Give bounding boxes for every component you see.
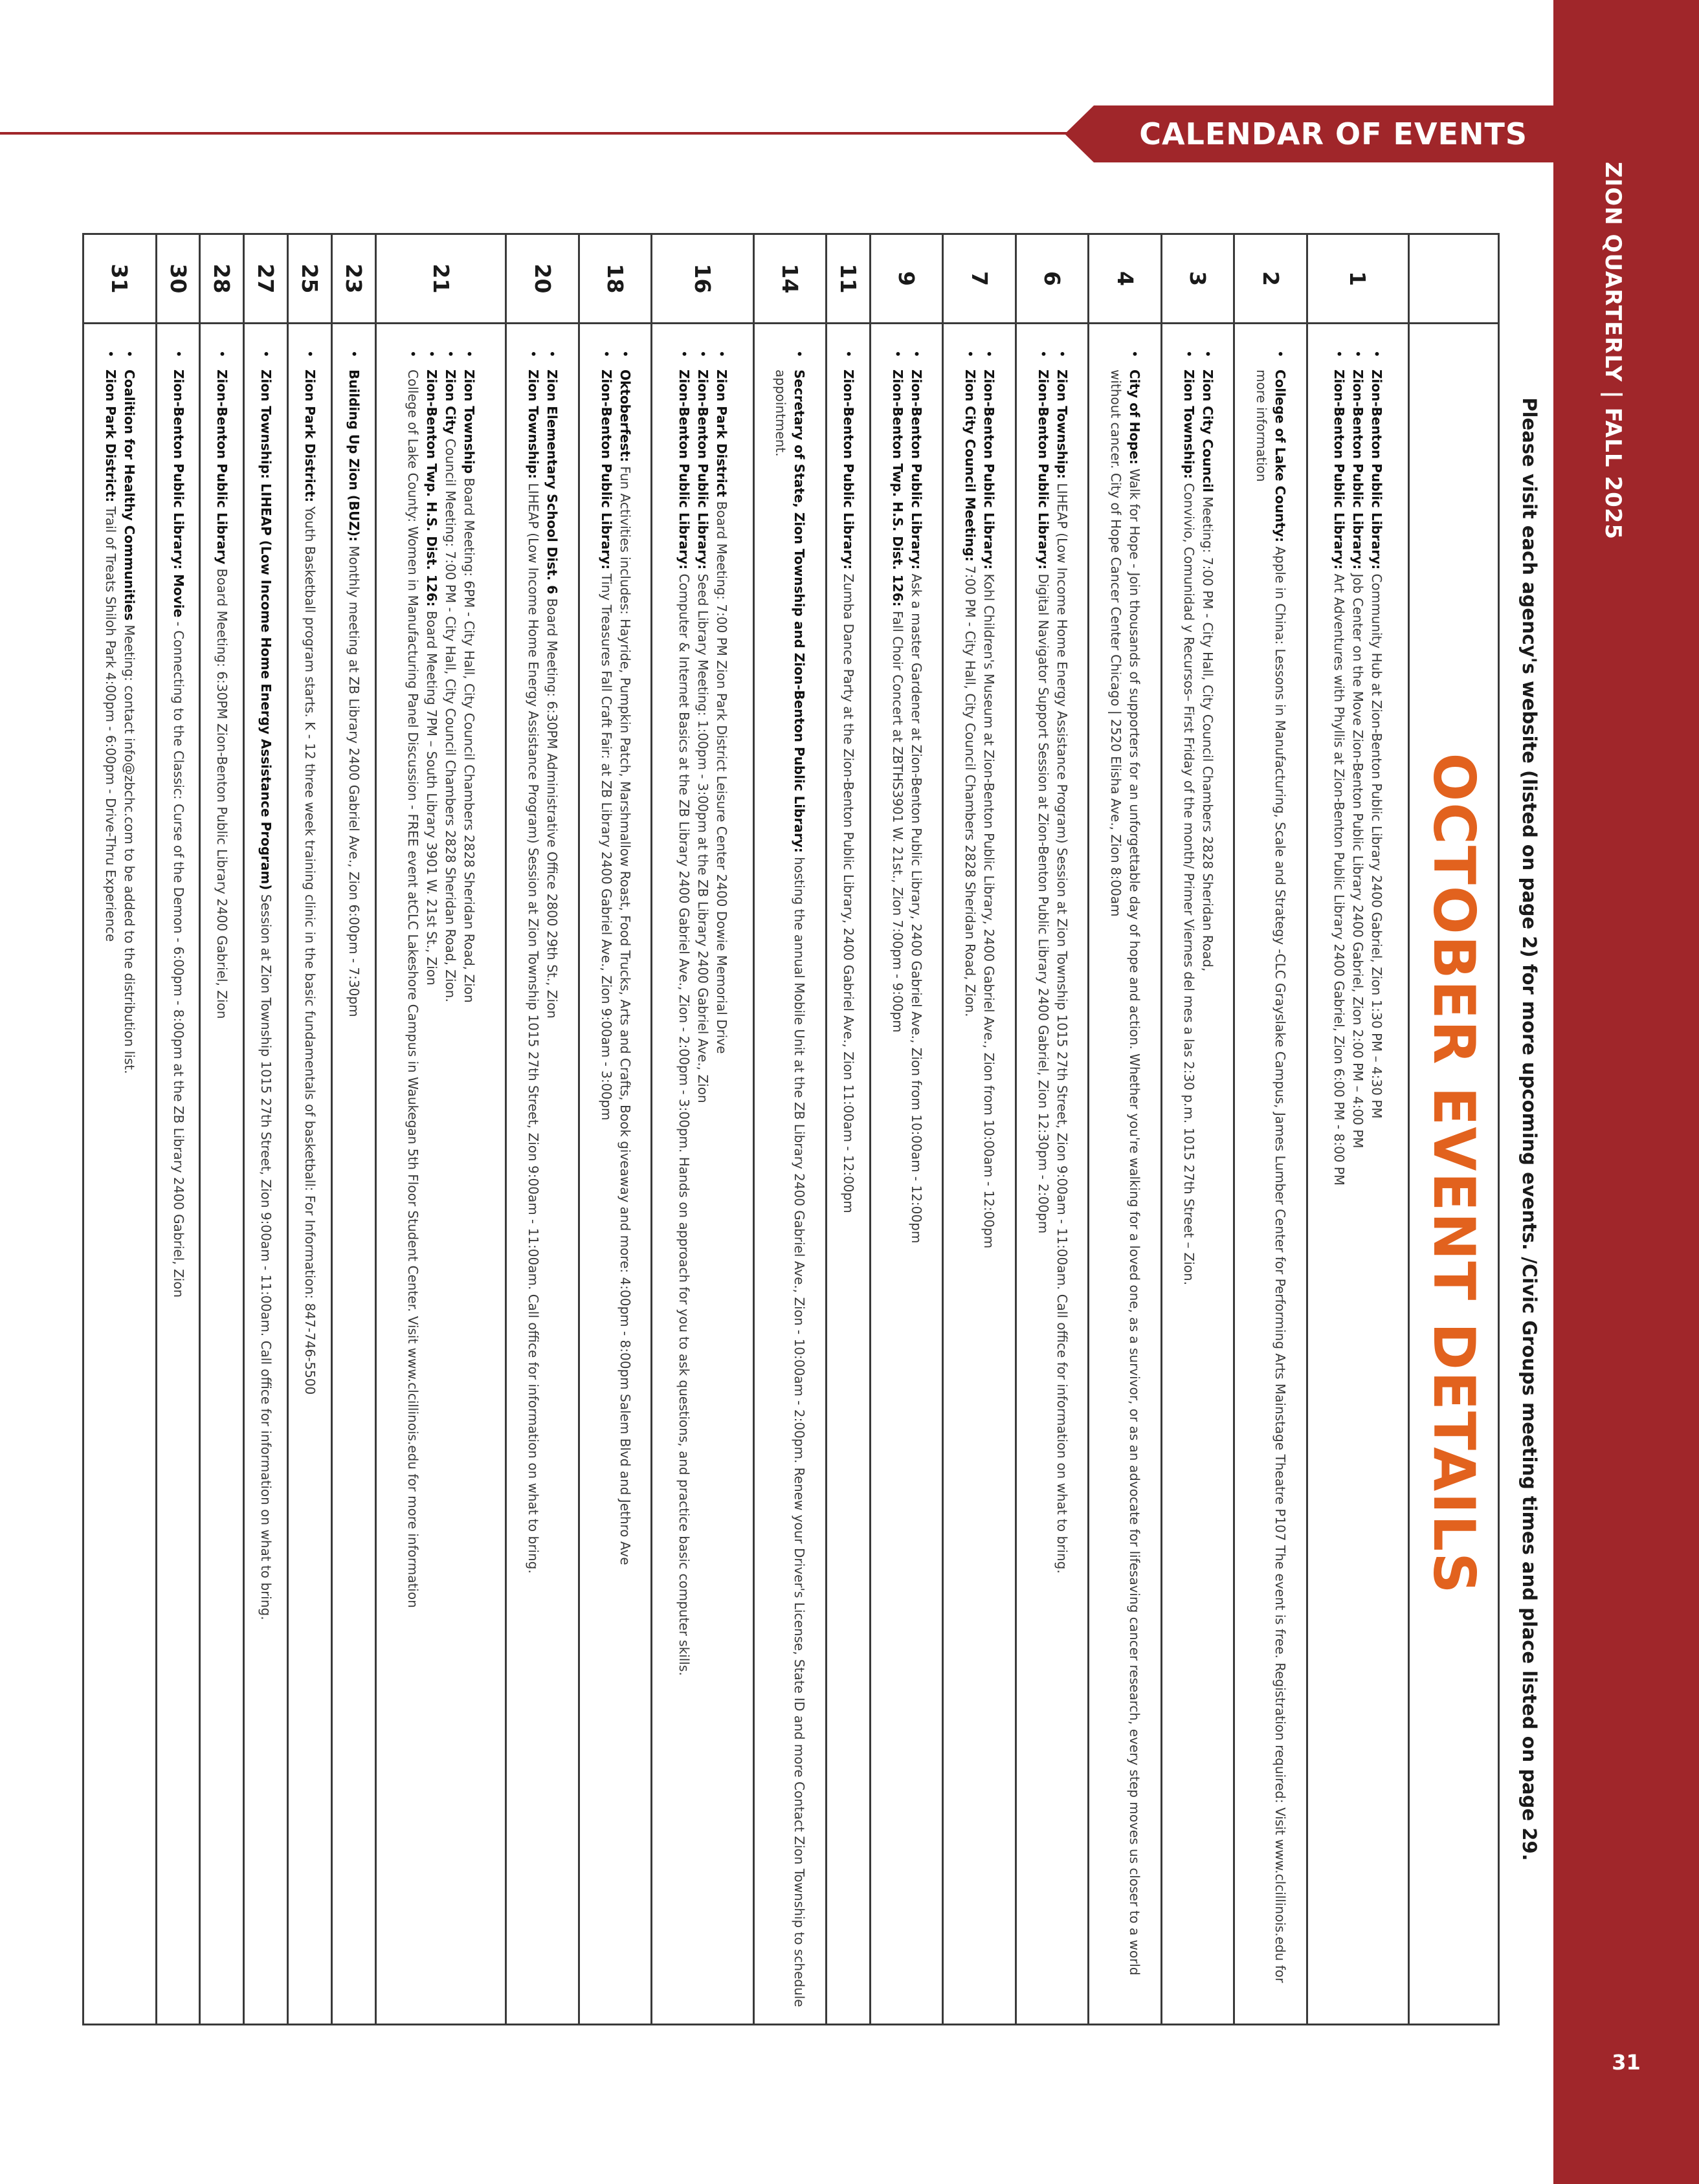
event-list bbox=[1179, 344, 1217, 2008]
list-item bbox=[403, 370, 422, 2008]
event-date: 6 bbox=[1016, 234, 1088, 324]
event-date: 21 bbox=[375, 234, 506, 324]
event-description: Convivio, Comunidad y Recursos– First Friday of the month/ Primer Viernes del mes a las 2:30 p.m. 1015 27th Street – Zion. bbox=[1181, 479, 1197, 1286]
event-description: hosting the annual Mobile Unit at the ZB Library 2400 Gabriel Ave., Zion - 10:00am - 2:00pm. Renew your Driver's License, State ID and more Contact Zion Township to schedule appointment. bbox=[773, 370, 808, 2007]
table-row bbox=[1307, 234, 1408, 2025]
event-organizer: Zion-Benton Public Library: bbox=[676, 370, 693, 570]
event-organizer: Zion Township: bbox=[1181, 370, 1197, 480]
event-list bbox=[101, 344, 139, 2008]
event-list bbox=[169, 344, 188, 2008]
event-details bbox=[156, 324, 200, 2025]
event-description: Apple in China: Lessons in Manufacturing, Scale and Strategy -CLC Grayslake Campus, James Lumber Center for Performing Arts Mainstage Theatre P107 The event is free. Registration required: Visit www.clcillinois.edu for more information bbox=[1254, 370, 1289, 1983]
event-organizer: Zion-Benton Public Library: bbox=[695, 370, 711, 570]
list-item bbox=[300, 370, 319, 2008]
list-item bbox=[839, 370, 858, 2008]
list-item bbox=[712, 370, 731, 2008]
event-list bbox=[1106, 344, 1144, 2008]
event-organizer: Secretary of State, Zion Township and Zion-Benton Public Library: bbox=[792, 370, 808, 853]
event-details bbox=[288, 324, 332, 2025]
event-date: 11 bbox=[827, 234, 871, 324]
event-list bbox=[524, 344, 561, 2008]
event-description: Monthly meeting at ZB Library 2400 Gabriel Ave., Zion 6:00pm - 7:30pm bbox=[346, 541, 362, 1017]
list-item bbox=[888, 370, 907, 2008]
event-organizer: Zion Park District bbox=[714, 370, 730, 498]
event-organizer: College of Lake County: bbox=[1272, 370, 1289, 542]
event-table-frame bbox=[82, 233, 1500, 2025]
event-organizer: Building Up Zion (BUZ): bbox=[346, 370, 362, 542]
event-description: Board Meeting: 6:30PM Zion-Benton Public Library 2400 Gabriel, Zion bbox=[214, 564, 230, 1019]
event-date: 1 bbox=[1307, 234, 1408, 324]
event-details bbox=[753, 324, 826, 2025]
event-details bbox=[1307, 324, 1408, 2025]
side-band bbox=[1553, 0, 1699, 2184]
event-details bbox=[331, 324, 375, 2025]
table-row bbox=[1016, 234, 1088, 2025]
event-description: Tiny Treasures Fall Craft Fair: at ZB Library 2400 Gabriel Ave., Zion 9:00am - 3:00pm bbox=[598, 569, 614, 1121]
table-row bbox=[375, 234, 506, 2025]
event-organizer: Zion-Benton Public Library bbox=[214, 370, 230, 565]
event-date: 7 bbox=[943, 234, 1016, 324]
page-number: 31 bbox=[1612, 2050, 1641, 2075]
event-details bbox=[375, 324, 506, 2025]
event-description: Ask a master Gardener at Zion-Benton Public Library, 2400 Gabriel Ave., Zion from 10:00am - 12:00pm bbox=[908, 569, 924, 1244]
list-item bbox=[120, 370, 139, 2008]
event-organizer: Zion Township bbox=[461, 370, 478, 474]
list-item bbox=[256, 370, 275, 2008]
event-list bbox=[1034, 344, 1071, 2008]
event-description: - Connecting to the Classic: Curse of the Demon - 6:00pm - 8:00pm at the ZB Library 2400 Gabriel, Zion bbox=[170, 617, 186, 1298]
list-item bbox=[422, 370, 441, 2008]
event-details bbox=[827, 324, 871, 2025]
event-list bbox=[888, 344, 926, 2008]
event-description: Board Meeting: 6PM - City Hall, City Council Chambers 2828 Sheridan Road, Zion bbox=[461, 474, 478, 1003]
event-organizer: Zion-Benton Public Library: bbox=[908, 370, 924, 570]
event-details bbox=[1089, 324, 1161, 2025]
list-item bbox=[1106, 370, 1144, 2008]
table-row bbox=[288, 234, 332, 2025]
event-description: Council Meeting: 7:00 PM - City Hall, City Council Chambers 2828 Sheridan Road, Zion. bbox=[443, 434, 459, 1002]
event-organizer: Zion-Benton Twp. H.S. Dist. 126: bbox=[889, 370, 905, 607]
event-date: 23 bbox=[331, 234, 375, 324]
event-description: Job Center on the Move Zion-Benton Public Library 2400 Gabriel, Zion 2:00 PM – 4:00 PM bbox=[1350, 569, 1366, 1149]
event-organizer: Zion-Benton Public Library: bbox=[598, 370, 614, 570]
table-row bbox=[753, 234, 826, 2025]
event-date: 16 bbox=[652, 234, 753, 324]
event-details bbox=[579, 324, 651, 2025]
table-row bbox=[200, 234, 244, 2025]
event-list bbox=[300, 344, 319, 2008]
table-title-row bbox=[1409, 234, 1499, 2025]
list-item bbox=[1348, 370, 1367, 2008]
event-organizer: Zion Park District: bbox=[102, 370, 118, 503]
event-description: Youth Basketball program starts. K - 12 three week training clinic in the basic fundamentals of basketball: For Information: 847-746-5500 bbox=[302, 502, 318, 1395]
list-item bbox=[1034, 370, 1052, 2008]
event-organizer: Zion Park District: bbox=[302, 370, 318, 503]
table-row bbox=[156, 234, 200, 2025]
event-description: Fun Activities includes: Hayride, Pumpkin Patch, Marshmallow Roast, Food Trucks, Arts and Crafts, Book giveaway and more: 4:00pm - 8:00pm Salem Blvd and Jethro Ave bbox=[617, 462, 633, 1565]
table-row bbox=[827, 234, 871, 2025]
event-organizer: Oktoberfest: bbox=[617, 370, 633, 463]
event-organizer: City of Hope: bbox=[1127, 370, 1143, 465]
table-row bbox=[1089, 234, 1161, 2025]
list-item bbox=[441, 370, 460, 2008]
list-item bbox=[907, 370, 926, 2008]
event-table bbox=[82, 233, 1500, 2025]
event-description: LIHEAP (Low Income Home Energy Assistance Program) Session at Zion Township 1015 27th Street, Zion 9:00am - 11:00am. Call office for information on what to bring. bbox=[1054, 479, 1070, 1574]
event-details bbox=[652, 324, 753, 2025]
list-item bbox=[1198, 370, 1217, 2008]
event-list bbox=[771, 344, 808, 2008]
event-description: Board Meeting: 7:00 PM Zion Park District Leisure Center 2400 Dowie Memorial Drive bbox=[714, 497, 730, 1054]
event-date: 4 bbox=[1089, 234, 1161, 324]
event-details bbox=[1234, 324, 1307, 2025]
list-item bbox=[961, 370, 979, 2008]
event-organizer: Zion Township: bbox=[526, 370, 542, 480]
table-row bbox=[1161, 234, 1234, 2025]
list-item bbox=[344, 370, 363, 2008]
event-description: Seed Library Meeting: 1:00pm - 3:00pm at the ZB Library 2400 Gabriel Ave., Zion bbox=[695, 569, 711, 1103]
event-list bbox=[256, 344, 275, 2008]
event-list bbox=[1329, 344, 1386, 2008]
event-list bbox=[961, 344, 998, 2008]
event-date: 14 bbox=[753, 234, 826, 324]
event-description: Meeting: 7:00 PM - City Hall, City Council Chambers 2828 Sheridan Road, bbox=[1199, 492, 1216, 972]
table-title: OCTOBER EVENT DETAILS bbox=[1409, 324, 1499, 2025]
list-item bbox=[1052, 370, 1071, 2008]
table-row bbox=[1234, 234, 1307, 2025]
event-organizer: Zion-Benton Public Library: bbox=[981, 370, 997, 570]
list-item bbox=[979, 370, 998, 2008]
event-description: College of Lake County: Women in Manufacturing Panel Discussion - FREE event atCLC Lakeshore Campus in Waukegan 5th Floor Student Center. Visit www.clcillinois.edu for more information bbox=[405, 370, 421, 1608]
list-item bbox=[1179, 370, 1198, 2008]
event-description: LIHEAP (Low Income Home Energy Assistance Program) Session at Zion Township 1015 27th Street, Zion 9:00am - 11:00am. Call office for information on what to bring. bbox=[526, 479, 542, 1574]
list-item bbox=[1329, 370, 1348, 2008]
event-details bbox=[1161, 324, 1234, 2025]
footer-note: Please visit each agency's website (listed on page 2) for more upcoming events. /Civic Groups meeting times and place listed on page 29. bbox=[1518, 397, 1540, 1861]
event-organizer: Zion-Benton Public Library: bbox=[1331, 370, 1348, 570]
table-row bbox=[83, 234, 157, 2025]
event-organizer: Zion-Benton Public Library: bbox=[1369, 370, 1385, 570]
list-item bbox=[542, 370, 561, 2008]
event-organizer: Zion Township: LIHEAP (Low Income Home Energy Assistance Program) bbox=[258, 370, 274, 890]
header-rule bbox=[0, 132, 1087, 135]
event-description: Art Adventures with Phyllis at Zion-Benton Public Library 2400 Gabriel, Zion 6:00 PM - 8:00 PM bbox=[1331, 569, 1348, 1186]
event-organizer: Zion-Benton Public Library: bbox=[1035, 370, 1051, 570]
list-item bbox=[460, 370, 478, 2008]
list-item bbox=[212, 370, 231, 2008]
list-item bbox=[524, 370, 542, 2008]
list-item bbox=[169, 370, 188, 2008]
event-description: Session at Zion Township 1015 27th Street, Zion 9:00am - 11:00am. Call office for information on what to bring. bbox=[258, 890, 274, 1620]
event-date: 9 bbox=[870, 234, 942, 324]
event-description: Digital Navigator Support Session at Zion-Benton Public Library 2400 Gabriel, Zion 12:30pm - 2:00pm bbox=[1035, 569, 1051, 1234]
table-row bbox=[870, 234, 942, 2025]
list-item bbox=[771, 370, 808, 2008]
list-item bbox=[101, 370, 120, 2008]
event-details bbox=[943, 324, 1016, 2025]
event-description: Kohl Children's Museum at Zion-Benton Public Library, 2400 Gabriel Ave., Zion from 10:00am - 12:00pm bbox=[981, 569, 997, 1249]
event-list bbox=[344, 344, 363, 2008]
event-organizer: Zion Township: bbox=[1054, 370, 1070, 480]
event-details bbox=[1016, 324, 1088, 2025]
event-description: Fall Choir Concert at ZBTHS3901 W. 21st., Zion 7:00pm - 9:00pm bbox=[889, 606, 905, 1033]
title-spacer-cell bbox=[1409, 234, 1499, 324]
event-description: Board Meeting 7PM – South Library 3901 W. 21st St., Zion bbox=[424, 606, 440, 986]
event-organizer: Zion City Council Meeting: bbox=[962, 370, 979, 562]
list-item bbox=[1367, 370, 1386, 2008]
event-list bbox=[597, 344, 634, 2008]
event-details bbox=[870, 324, 942, 2025]
event-organizer: Zion-Benton Twp. H.S. Dist. 126: bbox=[424, 370, 440, 607]
table-row bbox=[244, 234, 288, 2025]
event-details bbox=[200, 324, 244, 2025]
event-organizer: Coalition for Healthy Communities bbox=[121, 370, 137, 621]
event-date: 28 bbox=[200, 234, 244, 324]
event-details bbox=[83, 324, 157, 2025]
event-organizer: Zion-Benton Public Library: bbox=[841, 370, 857, 570]
event-date: 2 bbox=[1234, 234, 1307, 324]
event-description: Meeting: contact info@zbchc.com to be added to the distribution list. bbox=[121, 621, 137, 1074]
event-organizer: Zion-Benton Public Library: bbox=[1350, 370, 1366, 570]
event-description: Board Meeting: 6:30PM Administrative Office 2800 29th St., Zion bbox=[544, 594, 561, 1019]
table-row bbox=[943, 234, 1016, 2025]
event-list bbox=[674, 344, 731, 2008]
event-list bbox=[212, 344, 231, 2008]
event-organizer: Zion Elementary School Dist. 6 bbox=[544, 370, 561, 595]
event-description: Computer & Internet Basics at the ZB Library 2400 Gabriel Ave., Zion - 2:00pm - 3:00pm. Hands on approach for you to ask questions, and practice basic computer skills. bbox=[676, 569, 693, 1676]
event-organizer: Zion City Council bbox=[1199, 370, 1216, 492]
event-date: 25 bbox=[288, 234, 332, 324]
event-list bbox=[1252, 344, 1289, 2008]
event-description: Zumba Dance Party at the Zion-Benton Public Library, 2400 Gabriel Ave., Zion 11:00am - 12:00pm bbox=[841, 569, 857, 1213]
list-item bbox=[616, 370, 634, 2008]
event-organizer: Zion-Benton Public Library: Movie bbox=[170, 370, 186, 618]
section-title: CALENDAR OF EVENTS bbox=[1139, 116, 1527, 151]
event-description: Trail of Treats Shiloh Park 4:00pm - 6:00pm - Drive-Thru Experience bbox=[102, 502, 118, 942]
event-description: Community Hub at Zion-Benton Public Library 2400 Gabriel, Zion 1:30 PM – 4:30 PM bbox=[1369, 569, 1385, 1119]
event-details bbox=[506, 324, 579, 2025]
list-item bbox=[674, 370, 693, 2008]
event-details bbox=[244, 324, 288, 2025]
event-date: 31 bbox=[83, 234, 157, 324]
list-item bbox=[693, 370, 712, 2008]
event-date: 27 bbox=[244, 234, 288, 324]
table-row bbox=[652, 234, 753, 2025]
event-list bbox=[839, 344, 858, 2008]
event-date: 18 bbox=[579, 234, 651, 324]
table-row bbox=[579, 234, 651, 2025]
event-description: Walk for Hope - Join thousands of supporters for an unforgettable day of hope and action. Whether you're walking for a loved one, as a survivor, or as an advocate for lifesaving cancer research, every step moves us closer to a world without cancer. City of Hope Cancer Center Chicago | 2520 Elisha Ave., Zion 8:00am bbox=[1108, 370, 1143, 1976]
event-organizer: Zion City bbox=[443, 370, 459, 435]
table-row bbox=[331, 234, 375, 2025]
table-row bbox=[506, 234, 579, 2025]
list-item bbox=[597, 370, 616, 2008]
event-date: 3 bbox=[1161, 234, 1234, 324]
publication-title: ZION QUARTERLY | FALL 2025 bbox=[1600, 162, 1626, 540]
event-date: 30 bbox=[156, 234, 200, 324]
event-date: 20 bbox=[506, 234, 579, 324]
event-list bbox=[403, 344, 478, 2008]
list-item bbox=[1252, 370, 1289, 2008]
event-description: 7:00 PM - City Hall, City Council Chambers 2828 Sheridan Road, Zion. bbox=[962, 561, 979, 1017]
